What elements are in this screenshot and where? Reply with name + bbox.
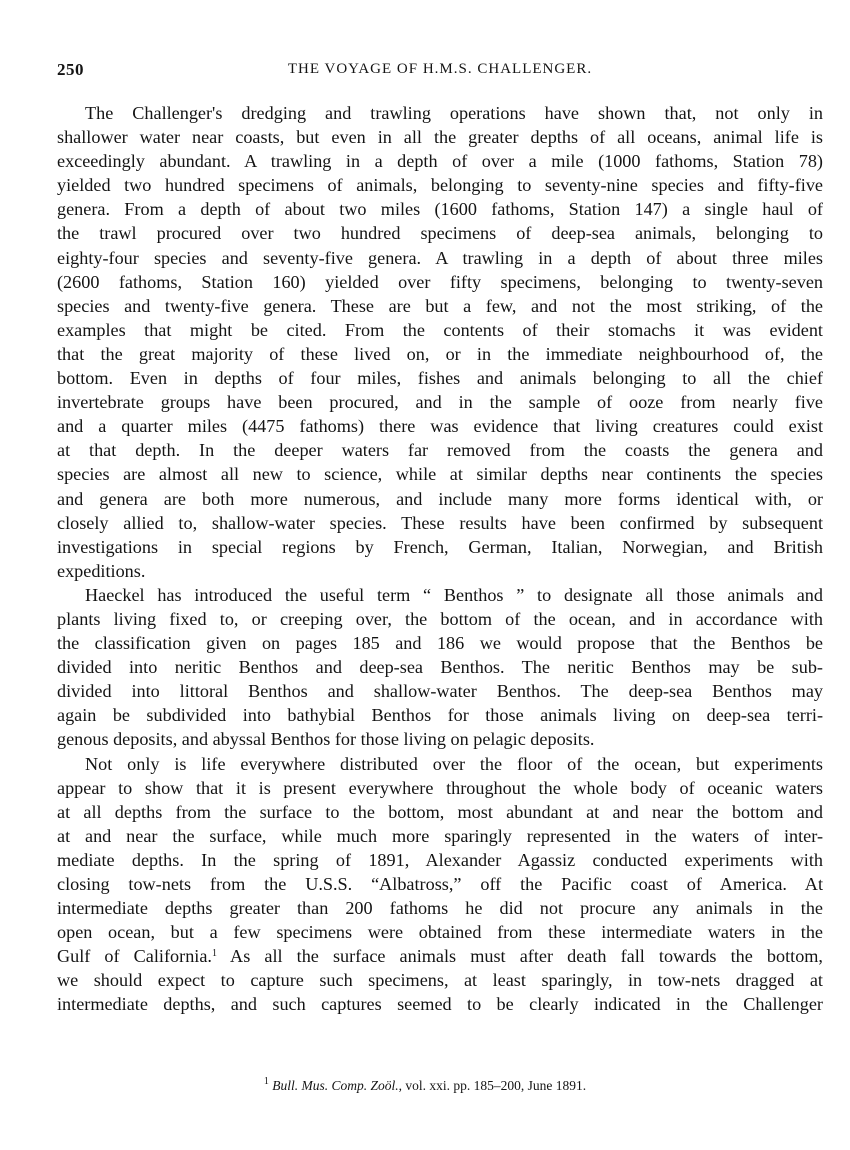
text-line: closing tow-nets from the U.S.S. “Albatross,” off the Pacific coast of America. At [57,874,823,894]
text-line: closely allied to, shallow-water species. These results have been confirmed by subsequent [57,512,823,533]
paragraph-1 [57,101,823,583]
text-line: species are almost all new to science, while at similar depths near continents the species [57,464,823,485]
text-line: and genera are both more numerous, and include many more forms identical with, or [57,488,823,509]
text-line: we should expect to capture such specimens, at least sparingly, in tow-nets dragged at [57,970,823,991]
text-line: open ocean, but a few specimens were obtained from these intermediate waters in the [57,922,823,943]
text-line: intermediate depths, and such captures seemed to be clearly indicated in the Challenger [57,994,823,1015]
text-fragment: As all the surface animals must after death fall towards the bottom, [216,946,823,967]
text-line: examples that might be cited. From the contents of their stomachs it was evident [57,319,823,340]
text-line: the trawl procured over two hundred specimens of deep-sea animals, belonging to [57,223,823,244]
footnote-marker: 1 [263,1076,269,1087]
text-line: species and twenty-five genera. These are but a few, and not the most striking, of the [57,295,823,316]
text-line: the classification given on pages 185 and 186 we would propose that the Benthos be [57,633,823,654]
text-line: divided into neritic Benthos and deep-sea Benthos. The neritic Benthos may be sub- [57,657,823,678]
text-line: bottom. Even in depths of four miles, fishes and animals belonging to all the chief [57,368,823,389]
text-line: plants living fixed to, or creeping over, the bottom of the ocean, and in accordance with [57,608,823,629]
text-line: and a quarter miles (4475 fathoms) there was evidence that living creatures could exist [57,416,823,437]
text-line: mediate depths. In the spring of 1891, Alexander Agassiz conducted experiments with [57,849,823,870]
text-line: appear to show that it is present everywhere throughout the whole body of oceanic waters [57,777,823,798]
text-line: genera. From a depth of about two miles (1600 fathoms, Station 147) a single haul of [57,199,823,220]
text-line: that the great majority of these lived on, or in the immediate neighbourhood of, the [57,343,823,364]
text-line: exceedingly abundant. A trawling in a depth of over a mile (1000 fathoms, Station 78) [57,151,823,172]
page-number: 250 [57,60,84,79]
text-line: eighty-four species and seventy-five genera. A trawling in a depth of about three miles [57,247,823,268]
text-line: (2600 fathoms, Station 160) yielded over fifty specimens, belonging to twenty-seven [57,271,823,292]
footnote-citation: , vol. xxi. pp. 185–200, June 1891. [398,1078,587,1093]
text-line: genous deposits, and abyssal Benthos for those living on pelagic deposits. [57,729,595,750]
footnote-journal: Bull. Mus. Comp. Zoöl. [272,1078,399,1093]
text-fragment: Gulf of California. [57,946,212,967]
text-line: again be subdivided into bathybial Benthos for those animals living on deep-sea terri- [57,705,823,726]
text-line: Not only is life everywhere distributed over the floor of the ocean, but experiments [85,753,823,774]
text-line: Haeckel has introduced the useful term “ Benthos ” to designate all those animals and [85,584,823,605]
text-line: yielded two hundred specimens of animals, belonging to seventy-nine species and fifty-five [57,175,823,196]
text-line [57,944,823,968]
running-title: THE VOYAGE OF H.M.S. CHALLENGER. [287,61,593,77]
text-line: shallower water near coasts, but even in all the greater depths of all oceans, animal life is [57,127,823,148]
body-text [57,101,823,1017]
text-line: The Challenger's dredging and trawling operations have shown that, not only in [85,103,823,123]
text-line: at and near the surface, while much more sparingly represented in the waters of inter- [57,825,823,846]
text-line: intermediate depths greater than 200 fathoms he did not procure any animals in the [57,898,823,919]
footnote-ref[interactable]: 1 [211,948,217,960]
text-line: expeditions. [57,560,146,581]
text-line: invertebrate groups have been procured, and in the sample of ooze from nearly five [57,392,823,413]
text-line: divided into littoral Benthos and shallow-water Benthos. The deep-sea Benthos may [57,681,823,702]
text-line: investigations in special regions by French, German, Italian, Norwegian, and British [57,536,823,557]
text-line: at that depth. In the deeper waters far removed from the coasts the genera and [57,440,823,461]
page-header [57,60,823,84]
paragraph-3 [57,752,823,1017]
footnote [0,1078,850,1094]
text-line: at all depths from the surface to the bottom, most abundant at and near the bottom and [57,801,823,822]
paragraph-2 [57,583,823,752]
